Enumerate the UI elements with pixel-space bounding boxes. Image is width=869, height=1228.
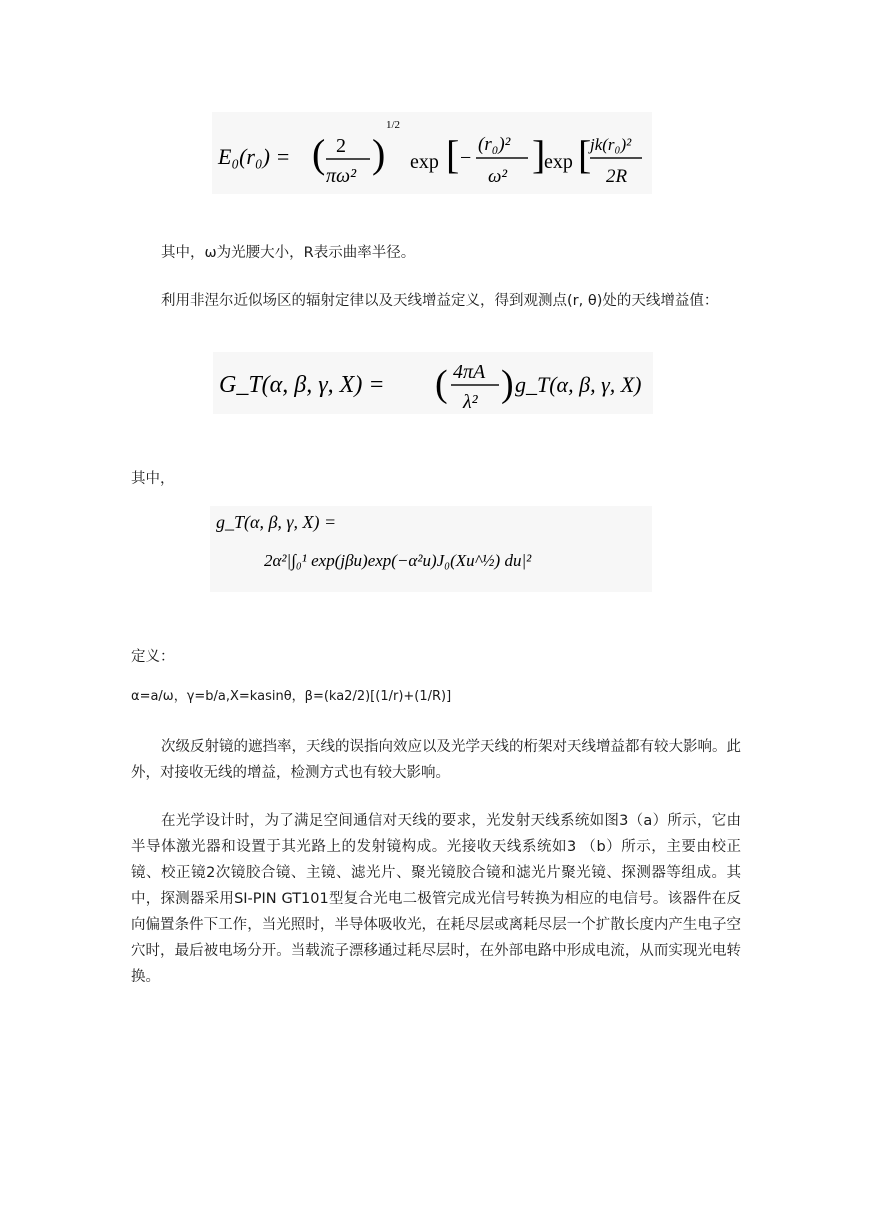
eq1-exp2-den: 2R [606, 166, 628, 187]
eq1-exp1-den: ω² [488, 166, 508, 187]
equation-field-gt [213, 352, 653, 414]
eq2-lhs: G_T(α, β, γ, X) = [219, 372, 385, 398]
eq2-rhs: g_T(α, β, γ, X) [515, 372, 642, 397]
eq1-exp2-num: jk(r₀)² [590, 135, 632, 154]
eq1-frac-den: πω² [326, 165, 357, 187]
eq1-paren-left: ( [312, 131, 326, 176]
paragraph-parameter-definitions: α=a/ω，γ=b/a,X=kasinθ，β=(ka2/2)[(1/r)+(1/R)] [131, 689, 452, 704]
eq1-exp1-word: exp [410, 151, 439, 173]
equation-field-gt-lower [210, 506, 652, 592]
paragraph-omega-definition: 其中，ω为光腰大小，R表示曲率半径。 [161, 245, 416, 261]
eq1-bracket1-left: [ [446, 132, 460, 177]
equation-gt-lower-graphic [210, 506, 652, 592]
equation-gt-graphic [213, 352, 653, 414]
equation-field-e0 [212, 112, 652, 194]
paragraph-where: 其中， [131, 471, 175, 487]
eq2-paren-right: ) [501, 363, 514, 405]
eq2-frac-num: 4πA [453, 361, 486, 383]
eq2-paren-left: ( [435, 363, 448, 405]
eq1-minus: − [460, 147, 472, 169]
eq3-line2: 2α²|∫₀¹ exp(jβu)exp(−α²u)J₀(Xu^½) du|² [264, 551, 532, 570]
paragraph-antenna-gain-intro: 利用非涅尔近似场区的辐射定律以及天线增益定义，得到观测点(r, θ)处的天线增益值： [161, 293, 719, 309]
eq1-bracket2-left: [ [578, 132, 592, 177]
eq2-frac-den: λ² [463, 391, 478, 413]
eq1-paren-right: ) [372, 131, 386, 176]
eq1-lhs: E₀(r₀) = [218, 144, 291, 169]
paragraph-gain-factors: 次级反射镜的遮挡率，天线的误指向效应以及光学天线的桁架对天线增益都有较大影响。此外，对接收无线的增益，检测方式也有较大影响。 [131, 739, 741, 781]
eq1-frac-num: 2 [336, 135, 346, 157]
paragraph-definition-heading: 定义： [131, 649, 175, 665]
eq1-exp2-word: exp [544, 151, 573, 173]
paragraph-optical-design: 在光学设计时，为了满足空间通信对天线的要求，光发射天线系统如图3（a）所示，它由半导体激光器和设置于其光路上的发射镜构成。光接收天线系统如3 （b）所示，主要由校正镜、校正镜2次镜胶合镜、主镜、滤光片、聚光镜胶合镜和滤光片聚光镜、探测器等组成。其中，探测器采用SI-PIN GT101型复合光电二极管完成光信号转换为相应的电信号。该器件在反向偏置条件下工作，当光照时，半导体吸收光，在耗尽层或离耗尽层一个扩散长度内产生电子空穴时，最后被电场分开。当载流子漂移通过耗尽层时，在外部电路中形成电流，从而实现光电转换。 [131, 813, 741, 985]
eq1-power: 1/2 [386, 119, 401, 131]
eq1-exp1-num: (r₀)² [478, 134, 511, 155]
eq1-bracket1-right: ] [532, 132, 546, 177]
eq3-line1: g_T(α, β, γ, X) = [216, 512, 337, 532]
equation-e0-graphic [212, 112, 652, 194]
